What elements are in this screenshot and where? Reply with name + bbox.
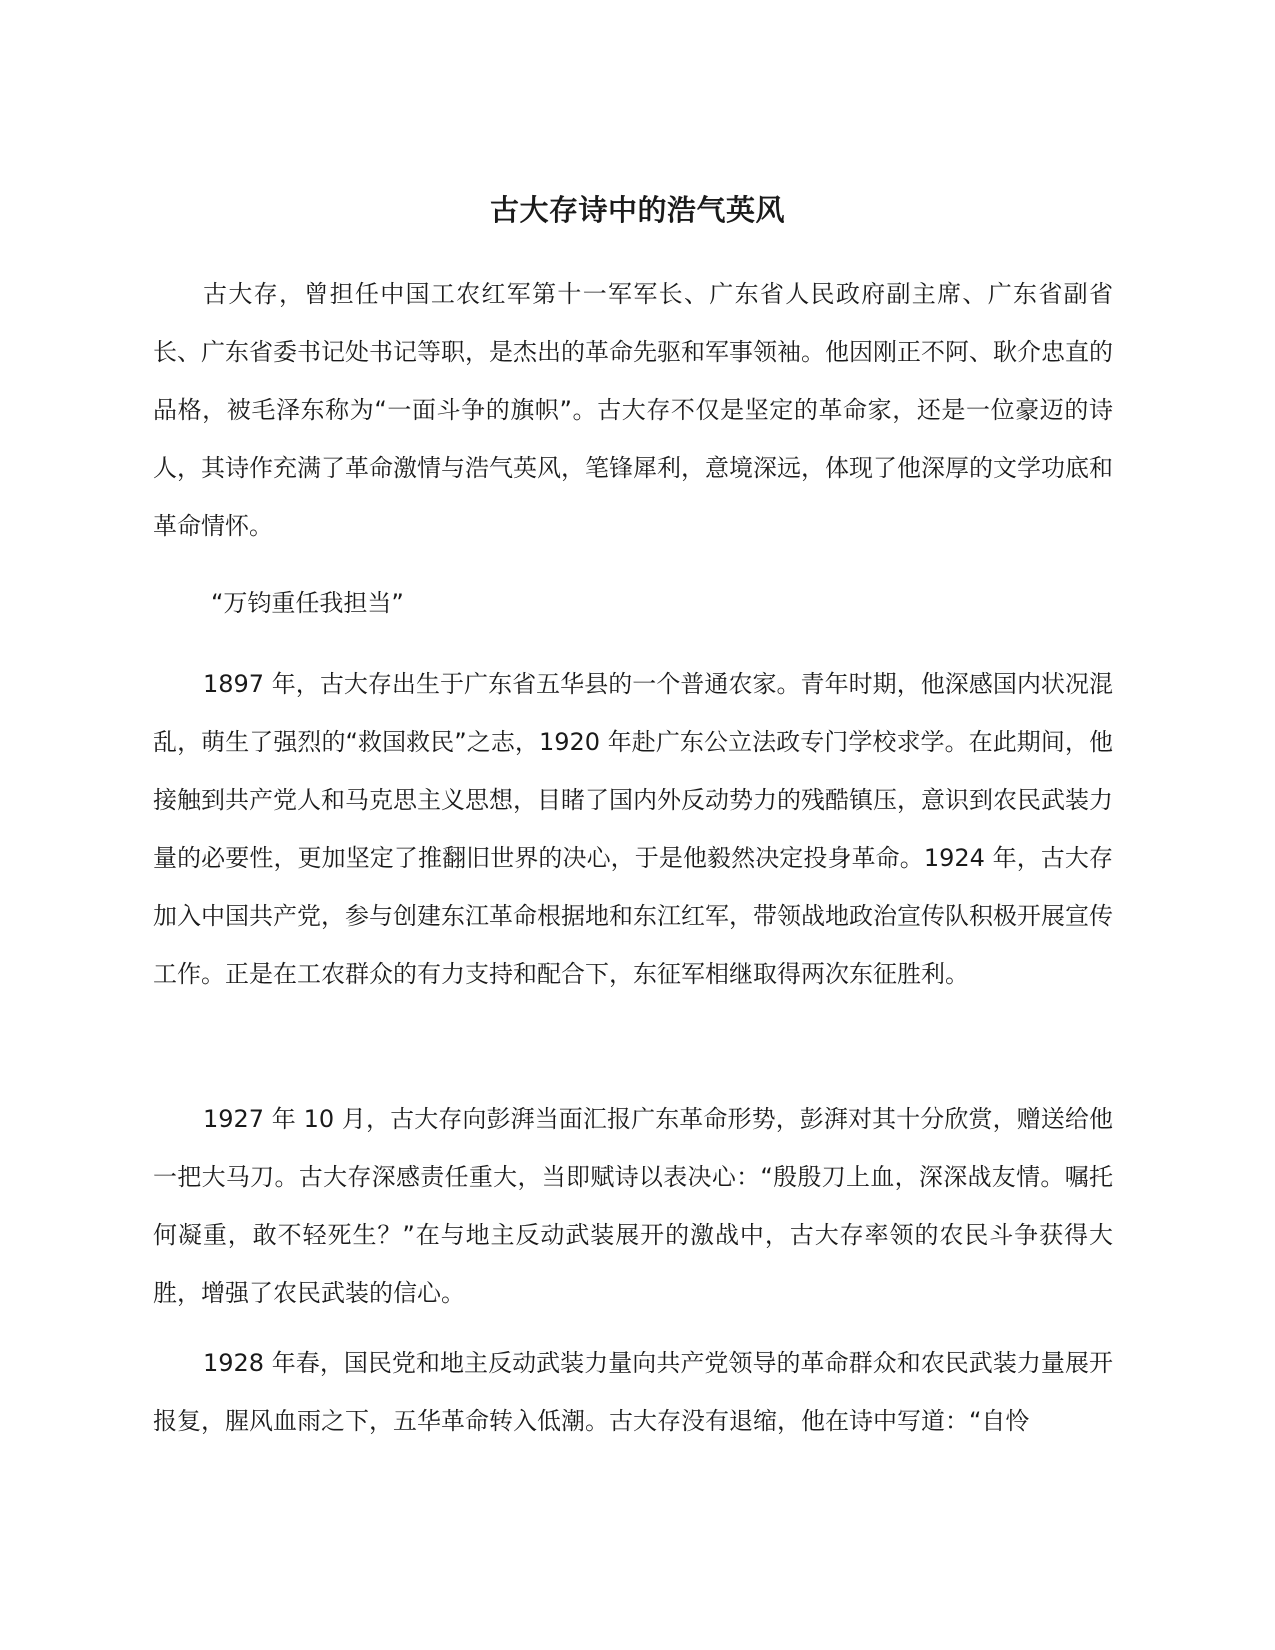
section-heading: “万钧重任我担当” — [211, 589, 404, 617]
paragraph-1928: 1928 年春，国民党和地主反动武装力量向共产党领导的革命群众和农民武装力量展开报复，腥风血雨之下，五华革命转入低潮。古大存没有退缩，他在诗中写道：“自怜 — [153, 1349, 1113, 1435]
paragraph-1897: 1897 年，古大存出生于广东省五华县的一个普通农家。青年时期，他深感国内状况混乱，萌生了强烈的“救国救民”之志，1920 年赴广东公立法政专门学校求学。在此期间，他接触到共产党人和马克思主义思想，目睹了国内外反动势力的残酷镇压，意识到农民武装力量的必要性，更加坚定了推翻旧世界的决心，于是他毅然决定投身革命。1924 年，古大存加入中国共产党，参与创建东江革命根据地和东江红军，带领战地政治宣传队积极开展宣传工作。正是在工农群众的有力支持和配合下，东征军相继取得两次东征胜利。 — [153, 670, 1113, 988]
intro-paragraph: 古大存，曾担任中国工农红军第十一军军长、广东省人民政府副主席、广东省副省长、广东省委书记处书记等职，是杰出的革命先驱和军事领袖。他因刚正不阿、耿介忠直的品格，被毛泽东称为“一面斗争的旗帜”。古大存不仅是坚定的革命家，还是一位豪迈的诗人，其诗作充满了革命激情与浩气英风，笔锋犀利，意境深远，体现了他深厚的文学功底和革命情怀。 — [153, 280, 1113, 540]
page-title: 古大存诗中的浩气英风 — [489, 193, 785, 227]
paragraph-1927: 1927 年 10 月，古大存向彭湃当面汇报广东革命形势，彭湃对其十分欣赏，赠送给他一把大马刀。古大存深感责任重大，当即赋诗以表决心：“殷殷刀上血，深深战友情。嘱托何凝重，敢不轻死生？”在与地主反动武装展开的激战中，古大存率领的农民斗争获得大胜，增强了农民武装的信心。 — [153, 1105, 1113, 1307]
